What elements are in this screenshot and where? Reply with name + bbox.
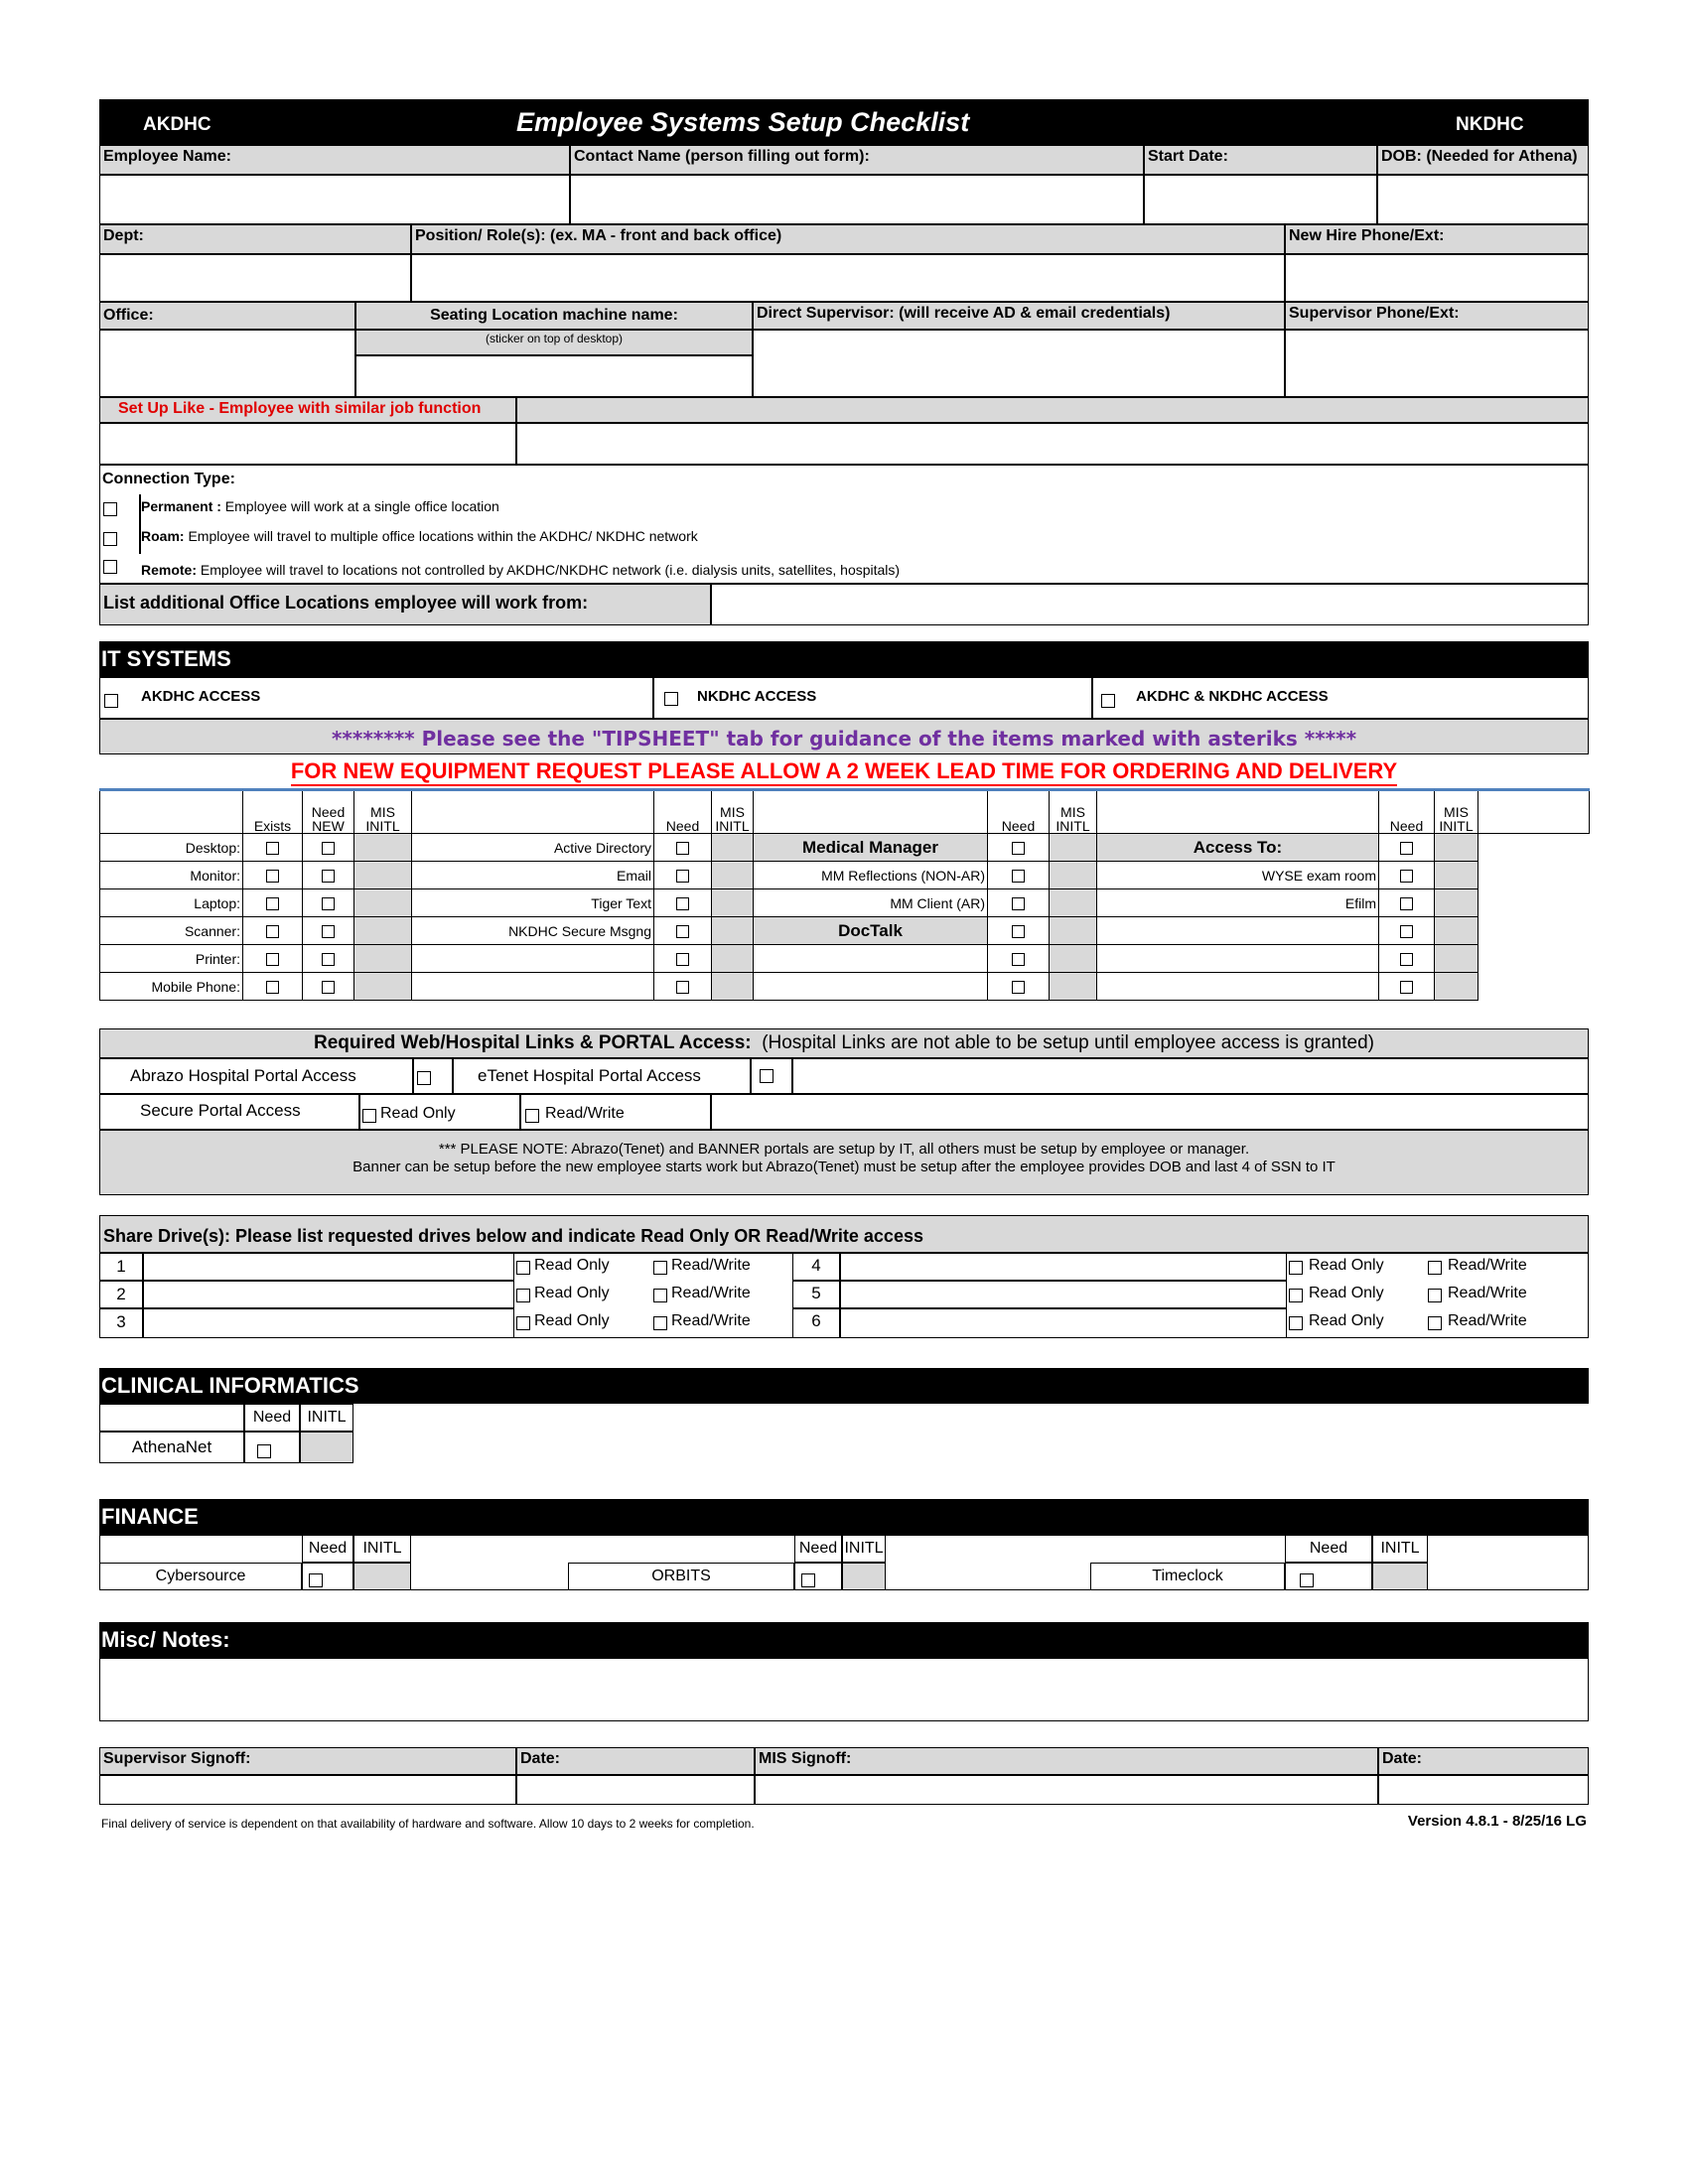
share-read-only-label: Read Only	[1309, 1285, 1384, 1301]
finance-title: FINANCE	[101, 1504, 199, 1529]
supervisor-label: Direct Supervisor: (will receive AD & email credentials)	[753, 302, 1285, 330]
finance-initl-header: INITL	[353, 1535, 411, 1563]
employee-name-label: Employee Name:	[99, 145, 570, 175]
new-hire-phone-field[interactable]	[1285, 254, 1589, 302]
header-bar	[99, 99, 1589, 145]
share-drive-name-field[interactable]	[840, 1281, 1287, 1308]
finance-initl-header: INITL	[1372, 1535, 1428, 1563]
share-read-only-option[interactable]	[1287, 1281, 1426, 1308]
secure-read-only-label: Read Only	[380, 1105, 456, 1122]
access-mis-header: MIS INITL	[1435, 790, 1478, 834]
mis-signoff-field[interactable]	[755, 1775, 1378, 1805]
software-label	[412, 945, 654, 973]
access-need-checkbox[interactable]	[1400, 953, 1413, 966]
abrazo-portal-checkbox[interactable]	[417, 1071, 431, 1085]
software-label: NKDHC Secure Msgng	[412, 917, 654, 945]
equipment-row	[100, 917, 1590, 945]
employee-name-field[interactable]	[99, 175, 570, 224]
finance-item-label: ORBITS	[568, 1563, 794, 1590]
dob-field[interactable]	[1377, 175, 1589, 224]
share-read-write-option[interactable]	[1426, 1308, 1589, 1338]
it-systems-bar	[99, 641, 1589, 677]
finance-need-header: Need	[1285, 1535, 1372, 1563]
share-read-write-label: Read/Write	[671, 1285, 751, 1301]
equipment-mis-initl-cell[interactable]	[354, 834, 412, 862]
finance-item-label: Cybersource	[99, 1563, 302, 1590]
equipment-row	[100, 973, 1590, 1001]
remote-checkbox[interactable]	[103, 560, 117, 574]
secure-read-write-label: Read/Write	[545, 1105, 625, 1122]
connection-option-roam[interactable]	[99, 524, 1291, 552]
share-drive-name-field[interactable]	[840, 1308, 1287, 1338]
medical-need-checkbox[interactable]	[1012, 925, 1025, 938]
share-read-write-label: Read/Write	[1448, 1257, 1527, 1274]
equipment-mis-initl-cell[interactable]	[354, 973, 412, 1001]
share-drive-number: 3	[99, 1308, 143, 1338]
setup-like-label: Set Up Like - Employee with similar job function	[99, 397, 516, 423]
finance-need-cell[interactable]	[302, 1563, 353, 1590]
secure-read-write-option[interactable]	[520, 1094, 711, 1130]
equipment-header-row	[100, 790, 1590, 834]
it-systems-title: IT SYSTEMS	[101, 646, 231, 671]
medical-need-checkbox[interactable]	[1012, 897, 1025, 910]
share-drive-number: 4	[792, 1253, 840, 1281]
nkdhc-access-label: NKDHC ACCESS	[697, 688, 817, 705]
share-read-write-checkbox[interactable]	[1428, 1261, 1442, 1275]
seating-label: Seating Location machine name:	[355, 302, 753, 330]
seating-note: (sticker on top of desktop)	[355, 330, 753, 355]
portal-empty-cell	[792, 1058, 1589, 1094]
portal-title-bar	[99, 1028, 1589, 1058]
access-need-checkbox[interactable]	[1400, 897, 1413, 910]
equipment-mis-initl-cell[interactable]	[354, 917, 412, 945]
connection-box-divider	[139, 494, 141, 554]
supervisor-date-label: Date:	[516, 1747, 755, 1775]
version-label: Version 4.8.1 - 8/25/16 LG	[1407, 1813, 1587, 1830]
software-need-checkbox[interactable]	[676, 842, 689, 855]
exists-checkbox[interactable]	[266, 953, 279, 966]
portal-title-note: (Hospital Links are not able to be setup until employee access is granted)	[762, 1032, 1374, 1053]
header-left: AKDHC	[143, 114, 211, 135]
equipment-row	[100, 889, 1590, 917]
contact-name-field[interactable]	[570, 175, 1144, 224]
finance-need-cell[interactable]	[1285, 1563, 1372, 1590]
medical-need-checkbox[interactable]	[1012, 870, 1025, 883]
software-label: Tiger Text	[412, 889, 654, 917]
misc-title: Misc/ Notes:	[101, 1627, 230, 1652]
share-drive-name-field[interactable]	[143, 1281, 514, 1308]
share-drive-number: 1	[99, 1253, 143, 1281]
share-read-write-option[interactable]	[651, 1308, 792, 1338]
finance-need-cell[interactable]	[794, 1563, 842, 1590]
share-read-only-label: Read Only	[534, 1257, 610, 1274]
share-read-only-checkbox[interactable]	[1289, 1261, 1303, 1275]
share-read-write-label: Read/Write	[671, 1257, 751, 1274]
mis-date-label: Date:	[1378, 1747, 1589, 1775]
share-read-write-checkbox[interactable]	[653, 1289, 667, 1302]
permanent-checkbox[interactable]	[103, 502, 117, 516]
equipment-row	[100, 834, 1590, 862]
share-read-write-label: Read/Write	[1448, 1285, 1527, 1301]
equipment-label: Laptop:	[100, 889, 243, 917]
athenanet-initl-cell[interactable]	[300, 1432, 353, 1463]
dept-field[interactable]	[99, 254, 411, 302]
portal-note-line-2: Banner can be setup before the new employee starts work but Abrazo(Tenet) must be setup after the employee provides DOB and last 4 of SSN to IT	[352, 1159, 1336, 1175]
connection-option-remote[interactable]	[99, 554, 1291, 582]
finance-initl-header: INITL	[842, 1535, 886, 1563]
software-label: Email	[412, 862, 654, 889]
share-read-write-checkbox[interactable]	[653, 1261, 667, 1275]
medical-mis-initl-cell[interactable]	[1050, 889, 1097, 917]
medical-need-checkbox[interactable]	[1012, 842, 1025, 855]
equipment-mis-initl-cell[interactable]	[354, 889, 412, 917]
access-to-label	[1097, 945, 1379, 973]
header-right: NKDHC	[1456, 114, 1524, 135]
start-date-label: Start Date:	[1144, 145, 1377, 175]
contact-name-label: Contact Name (person filling out form):	[570, 145, 1144, 175]
medical-need-header: Need	[988, 790, 1050, 834]
nkdhc-access-option[interactable]	[653, 677, 1092, 719]
share-drive-name-field[interactable]	[143, 1308, 514, 1338]
abrazo-portal-check-cell[interactable]	[413, 1058, 453, 1094]
supervisor-phone-label: Supervisor Phone/Ext:	[1285, 302, 1589, 330]
share-read-only-option[interactable]	[1287, 1253, 1426, 1281]
medical-mis-initl-cell[interactable]	[1050, 945, 1097, 973]
medical-label: MM Client (AR)	[754, 889, 988, 917]
need-new-checkbox[interactable]	[322, 925, 335, 938]
share-read-write-label: Read/Write	[671, 1312, 751, 1329]
share-read-only-label: Read Only	[1309, 1257, 1384, 1274]
form-title: Employee Systems Setup Checklist	[516, 107, 970, 137]
exists-checkbox[interactable]	[266, 897, 279, 910]
athenanet-need-cell[interactable]	[244, 1432, 300, 1463]
exists-checkbox[interactable]	[266, 925, 279, 938]
equipment-label: Mobile Phone:	[100, 973, 243, 1001]
software-mis-initl-cell[interactable]	[712, 862, 754, 889]
access-mis-initl-cell[interactable]	[1435, 889, 1478, 917]
access-mis-initl-cell[interactable]	[1435, 973, 1478, 1001]
share-read-only-checkbox[interactable]	[516, 1261, 530, 1275]
akdhc-access-checkbox[interactable]	[104, 694, 118, 708]
medical-mis-header: MIS INITL	[1050, 790, 1097, 834]
share-read-write-option[interactable]	[1426, 1281, 1589, 1308]
medical-mis-initl-cell[interactable]	[1050, 917, 1097, 945]
footer-note: Final delivery of service is dependent on that availability of hardware and software. Allow 10 days to 2 weeks for completion.	[101, 1817, 755, 1831]
share-read-only-label: Read Only	[534, 1312, 610, 1329]
exists-checkbox[interactable]	[266, 981, 279, 994]
setup-like-header-fill	[516, 397, 1589, 423]
supervisor-signoff-field[interactable]	[99, 1775, 516, 1805]
portal-note	[99, 1130, 1589, 1195]
software-need-checkbox[interactable]	[676, 981, 689, 994]
clinical-need-header: Need	[244, 1404, 300, 1432]
software-mis-header: MIS INITL	[712, 790, 754, 834]
share-read-only-option[interactable]	[1287, 1308, 1426, 1338]
access-mis-initl-cell[interactable]	[1435, 834, 1478, 862]
remote-text: Remote: Employee will travel to locations not controlled by AKDHC/NKDHC network (i.e. dialysis units, satellites, hospitals)	[141, 562, 901, 578]
nkdhc-access-checkbox[interactable]	[664, 692, 678, 706]
access-to-label	[1097, 973, 1379, 1001]
equipment-mis-initl-cell[interactable]	[354, 945, 412, 973]
equipment-row	[100, 945, 1590, 973]
portal-title: Required Web/Hospital Links & PORTAL Access:	[314, 1032, 752, 1053]
need-new-checkbox[interactable]	[322, 981, 335, 994]
finance-need-checkbox[interactable]	[801, 1573, 815, 1587]
share-drive-number: 6	[792, 1308, 840, 1338]
akdhc-access-option[interactable]	[99, 677, 653, 719]
etenet-portal-check-cell[interactable]	[751, 1058, 792, 1094]
misc-bar	[99, 1622, 1589, 1658]
equipment-label: Desktop:	[100, 834, 243, 862]
share-read-write-checkbox[interactable]	[1428, 1289, 1442, 1302]
exists-checkbox[interactable]	[266, 842, 279, 855]
medical-mis-initl-cell[interactable]	[1050, 834, 1097, 862]
clinical-bar	[99, 1368, 1589, 1404]
medical-mis-initl-cell[interactable]	[1050, 862, 1097, 889]
mis-signoff-label: MIS Signoff:	[755, 1747, 1378, 1775]
secure-read-write-checkbox[interactable]	[525, 1109, 539, 1123]
supervisor-phone-field[interactable]	[1285, 330, 1589, 397]
medical-label	[754, 973, 988, 1001]
finance-need-header: Need	[302, 1535, 353, 1563]
equipment-table	[99, 788, 1590, 1001]
access-need-checkbox[interactable]	[1400, 981, 1413, 994]
software-mis-initl-cell[interactable]	[712, 945, 754, 973]
software-mis-initl-cell[interactable]	[712, 973, 754, 1001]
access-need-checkbox[interactable]	[1400, 870, 1413, 883]
share-read-only-checkbox[interactable]	[516, 1316, 530, 1330]
medical-label	[754, 945, 988, 973]
start-date-field[interactable]	[1144, 175, 1377, 224]
access-need-header: Need	[1379, 790, 1435, 834]
need-new-checkbox[interactable]	[322, 897, 335, 910]
setup-like-field[interactable]	[99, 423, 516, 465]
abrazo-portal-label: Abrazo Hospital Portal Access	[99, 1058, 413, 1094]
access-mis-initl-cell[interactable]	[1435, 917, 1478, 945]
software-mis-initl-cell[interactable]	[712, 917, 754, 945]
equipment-label: Scanner:	[100, 917, 243, 945]
etenet-portal-label: eTenet Hospital Portal Access	[453, 1058, 751, 1094]
equipment-label: Monitor:	[100, 862, 243, 889]
share-read-write-option[interactable]	[651, 1253, 792, 1281]
software-need-checkbox[interactable]	[676, 897, 689, 910]
secure-read-only-option[interactable]	[359, 1094, 520, 1130]
software-mis-initl-cell[interactable]	[712, 889, 754, 917]
share-read-only-label: Read Only	[534, 1285, 610, 1301]
access-to-label: WYSE exam room	[1097, 862, 1379, 889]
supervisor-signoff-label: Supervisor Signoff:	[99, 1747, 516, 1775]
tipsheet-text: ******** Please see the "TIPSHEET" tab for guidance of the items marked with asteriks *****	[331, 727, 1357, 751]
both-access-label: AKDHC & NKDHC ACCESS	[1136, 688, 1329, 705]
medical-label: MM Reflections (NON-AR)	[754, 862, 988, 889]
medical-need-checkbox[interactable]	[1012, 981, 1025, 994]
share-read-only-option[interactable]	[514, 1281, 651, 1308]
position-field[interactable]	[411, 254, 1285, 302]
share-read-only-checkbox[interactable]	[1289, 1289, 1303, 1302]
tipsheet-banner	[99, 719, 1589, 754]
akdhc-access-label: AKDHC ACCESS	[141, 688, 261, 705]
finance-item-label: Timeclock	[1090, 1563, 1285, 1590]
share-drive-title: Share Drive(s): Please list requested drives below and indicate Read Only OR Read/Write access	[99, 1215, 1589, 1253]
secure-read-only-checkbox[interactable]	[362, 1109, 376, 1123]
connection-option-permanent[interactable]	[99, 494, 1291, 522]
additional-locations-field[interactable]	[711, 584, 1589, 625]
software-need-checkbox[interactable]	[676, 953, 689, 966]
athenanet-label: AthenaNet	[99, 1432, 244, 1463]
software-label: Active Directory	[412, 834, 654, 862]
share-drive-number: 5	[792, 1281, 840, 1308]
share-drive-name-field[interactable]	[143, 1253, 514, 1281]
mis-date-field[interactable]	[1378, 1775, 1589, 1805]
etenet-portal-checkbox[interactable]	[760, 1069, 774, 1083]
supervisor-field[interactable]	[753, 330, 1285, 397]
share-read-only-checkbox[interactable]	[516, 1289, 530, 1302]
finance-initl-cell[interactable]	[1372, 1563, 1428, 1590]
portal-note-line-1: *** PLEASE NOTE: Abrazo(Tenet) and BANNER portals are setup by IT, all others must be setup by employee or manager.	[438, 1141, 1250, 1158]
share-read-only-option[interactable]	[514, 1308, 651, 1338]
access-to-label: Efilm	[1097, 889, 1379, 917]
access-need-checkbox[interactable]	[1400, 842, 1413, 855]
access-to-label: Access To:	[1097, 834, 1379, 862]
access-to-label	[1097, 917, 1379, 945]
share-drive-name-field[interactable]	[840, 1253, 1287, 1281]
exists-header: Exists	[243, 790, 303, 834]
roam-checkbox[interactable]	[103, 532, 117, 546]
connection-type-title: Connection Type:	[102, 471, 235, 487]
share-read-write-option[interactable]	[1426, 1253, 1589, 1281]
finance-initl-cell[interactable]	[353, 1563, 411, 1590]
share-read-write-option[interactable]	[651, 1281, 792, 1308]
seating-field[interactable]	[355, 355, 753, 397]
finance-need-checkbox[interactable]	[309, 1573, 323, 1587]
share-read-write-checkbox[interactable]	[653, 1316, 667, 1330]
exists-checkbox[interactable]	[266, 870, 279, 883]
supervisor-date-field[interactable]	[516, 1775, 755, 1805]
medical-mis-initl-cell[interactable]	[1050, 973, 1097, 1001]
lead-time-notice	[99, 754, 1589, 786]
access-mis-initl-cell[interactable]	[1435, 862, 1478, 889]
share-read-only-checkbox[interactable]	[1289, 1316, 1303, 1330]
software-need-checkbox[interactable]	[676, 870, 689, 883]
software-mis-initl-cell[interactable]	[712, 834, 754, 862]
clinical-title: CLINICAL INFORMATICS	[101, 1373, 359, 1398]
need-new-header: Need NEW	[303, 790, 354, 834]
roam-text: Roam: Employee will travel to multiple office locations within the AKDHC/ NKDHC network	[141, 528, 698, 544]
both-access-option[interactable]	[1092, 677, 1589, 719]
position-label: Position/ Role(s): (ex. MA - front and back office)	[411, 224, 1285, 254]
access-mis-initl-cell[interactable]	[1435, 945, 1478, 973]
secure-portal-label: Secure Portal Access	[99, 1094, 359, 1130]
clinical-blank-header	[99, 1404, 244, 1432]
office-field[interactable]	[99, 330, 355, 397]
additional-locations-label: List additional Office Locations employee will work from:	[99, 584, 711, 625]
athenanet-checkbox[interactable]	[257, 1444, 271, 1458]
setup-like-field-wide[interactable]	[516, 423, 1589, 465]
share-read-only-label: Read Only	[1309, 1312, 1384, 1329]
share-read-only-option[interactable]	[514, 1253, 651, 1281]
finance-bar	[99, 1499, 1589, 1535]
equipment-label: Printer:	[100, 945, 243, 973]
secure-empty-cell	[711, 1094, 1589, 1130]
equipment-row	[100, 862, 1590, 889]
mis-initl-header: MIS INITL	[354, 790, 412, 834]
new-hire-phone-label: New Hire Phone/Ext:	[1285, 224, 1589, 254]
need-new-checkbox[interactable]	[322, 870, 335, 883]
software-label	[412, 973, 654, 1001]
need-new-checkbox[interactable]	[322, 953, 335, 966]
finance-need-checkbox[interactable]	[1300, 1573, 1314, 1587]
dept-label: Dept:	[99, 224, 411, 254]
permanent-text: Permanent : Employee will work at a single office location	[141, 498, 499, 514]
lead-time-text: FOR NEW EQUIPMENT REQUEST PLEASE ALLOW A 2 WEEK LEAD TIME FOR ORDERING AND DELIVERY	[291, 758, 1397, 786]
medical-label: DocTalk	[754, 917, 988, 945]
dob-label: DOB: (Needed for Athena)	[1377, 145, 1589, 175]
medical-need-checkbox[interactable]	[1012, 953, 1025, 966]
equipment-mis-initl-cell[interactable]	[354, 862, 412, 889]
share-read-write-checkbox[interactable]	[1428, 1316, 1442, 1330]
share-drive-number: 2	[99, 1281, 143, 1308]
finance-initl-cell[interactable]	[842, 1563, 886, 1590]
clinical-initl-header: INITL	[300, 1404, 353, 1432]
misc-notes-field[interactable]	[99, 1658, 1589, 1721]
medical-label: Medical Manager	[754, 834, 988, 862]
share-read-write-label: Read/Write	[1448, 1312, 1527, 1329]
both-access-checkbox[interactable]	[1101, 694, 1115, 708]
software-need-checkbox[interactable]	[676, 925, 689, 938]
finance-need-header: Need	[794, 1535, 842, 1563]
office-label: Office:	[99, 302, 355, 330]
access-need-checkbox[interactable]	[1400, 925, 1413, 938]
need-new-checkbox[interactable]	[322, 842, 335, 855]
software-need-header: Need	[654, 790, 712, 834]
